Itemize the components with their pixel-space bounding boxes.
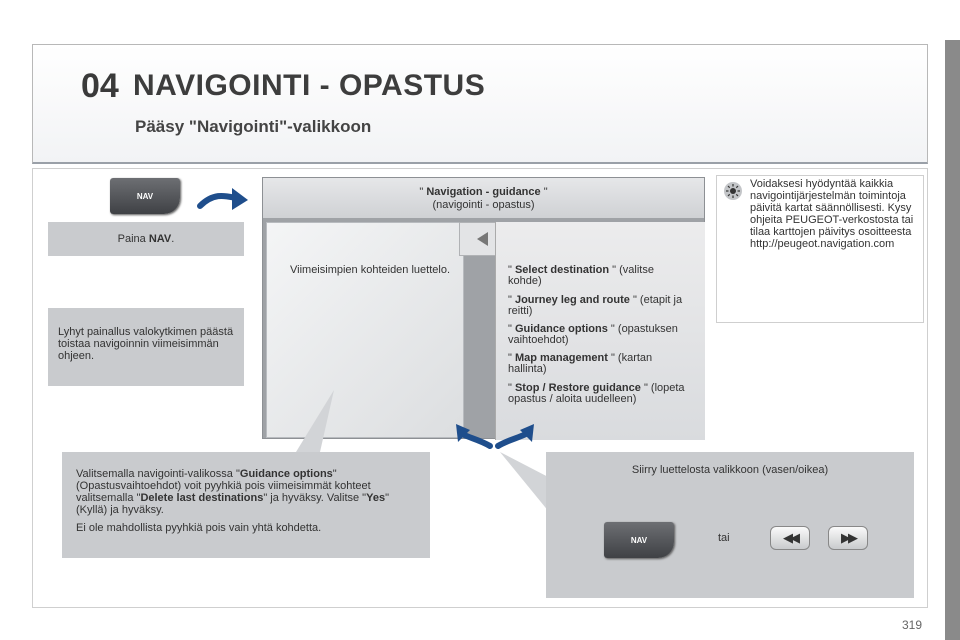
menu-item-desc: (etapit ja reitti) xyxy=(508,294,683,317)
delete-instructions xyxy=(76,468,420,516)
press-nav-key: NAV xyxy=(148,233,172,245)
sun-info-icon xyxy=(724,182,742,200)
long-press-box xyxy=(48,308,244,386)
chapter-header xyxy=(32,44,928,164)
or-label: tai xyxy=(718,532,730,544)
skip-forward-button[interactable] xyxy=(828,526,868,550)
menu-item-stop-restore[interactable]: " Stop / Restore guidance " (lopeta opastus / aloita uudelleen) xyxy=(508,382,685,405)
nav-button-2[interactable] xyxy=(604,522,674,558)
page-number: 319 xyxy=(902,618,923,632)
delete-text-g: " (Kyllä) ja hyväksy. xyxy=(76,492,389,516)
delete-destinations-box xyxy=(62,452,430,558)
chapter-title: NAVIGOINTI - OPASTUS xyxy=(133,69,486,102)
skip-back-button[interactable] xyxy=(770,526,810,550)
menu-item-name: Map management xyxy=(514,352,608,364)
press-nav-box xyxy=(48,222,244,256)
left-right-arrows-icon xyxy=(450,420,540,454)
back-triangle-icon xyxy=(477,232,488,246)
menu-item-desc: (opastuksen vaihtoehdot) xyxy=(508,323,678,346)
delete-text-a: Valitsemalla navigointi-valikossa " xyxy=(76,468,240,480)
info-text: Voidaksesi hyödyntää kaikkia navigointijärjestelmän toimintoja päivitä kartat säännöllisesti. Kysy ohjeita PEUGEOT-verkostosta tai tilaa karttojen päivitys osoitteesta http://peugeot.navigation.com xyxy=(750,178,914,250)
screen-header: " Navigation - guidance " (navigointi - opastus) xyxy=(263,178,704,218)
long-press-text: Lyhyt painallus valokytkimen päästä toistaa navigoinnin viimeisimmän ohjeen. xyxy=(58,326,234,362)
nav-button-label: NAV xyxy=(136,191,154,201)
menu-item-name: Stop / Restore guidance xyxy=(514,382,641,394)
rewind-icon: ◀◀ xyxy=(783,530,797,545)
menu-item-name: Journey leg and route xyxy=(514,294,630,306)
recent-destinations-label: Viimeisimpien kohteiden luettelo. xyxy=(290,264,450,276)
move-list-text: Siirry luettelosta valikkoon (vasen/oikea) xyxy=(631,464,829,476)
menu-item-desc: (kartan hallinta) xyxy=(508,352,653,375)
nav-button[interactable] xyxy=(110,178,180,214)
menu-item-name: Select destination xyxy=(514,264,610,276)
page-edge-bar xyxy=(945,40,960,640)
delete-text-b: Guidance options xyxy=(239,468,333,480)
delete-note: Ei ole mahdollista pyyhkiä pois vain yhtä kohdetta. xyxy=(76,522,322,534)
callout-pointer xyxy=(290,390,340,456)
screen-header-translation: (navigointi - opastus) xyxy=(432,199,535,211)
delete-text-f: Yes xyxy=(366,492,386,504)
fast-forward-icon: ▶▶ xyxy=(841,530,855,545)
menu-item-journey-leg[interactable]: " Journey leg and route " (etapit ja reitti) xyxy=(508,294,683,317)
move-list-box xyxy=(546,452,914,598)
curved-arrow-icon xyxy=(196,180,252,216)
section-subtitle: Pääsy "Navigointi"-valikkoon xyxy=(135,117,372,136)
menu-item-map-management[interactable]: " Map management " (kartan hallinta) xyxy=(508,352,653,375)
menu-item-guidance-options[interactable]: " Guidance options " (opastuksen vaihtoehdot) xyxy=(508,323,678,346)
menu-item-select-destination[interactable]: " Select destination " (valitse kohde) xyxy=(508,264,654,287)
press-nav-prefix: Paina xyxy=(117,233,149,245)
screen-header-name: Navigation - guidance xyxy=(426,186,541,198)
chapter-number: 04 xyxy=(81,67,119,105)
menu-item-desc: (valitse kohde) xyxy=(508,264,654,287)
delete-text-c: " (Opastusvaihtoehdot) voit pyyhkiä pois viimeisimmät kohteet valitsemalla " xyxy=(76,468,371,504)
delete-text-d: Delete last destinations xyxy=(140,492,264,504)
delete-text-e: " ja hyväksy. Valitse " xyxy=(263,492,367,504)
menu-item-desc: (lopeta opastus / aloita uudelleen) xyxy=(508,382,685,405)
nav-button-label: NAV xyxy=(630,535,648,545)
press-nav-suffix: . xyxy=(171,233,175,245)
menu-item-name: Guidance options xyxy=(514,323,608,335)
